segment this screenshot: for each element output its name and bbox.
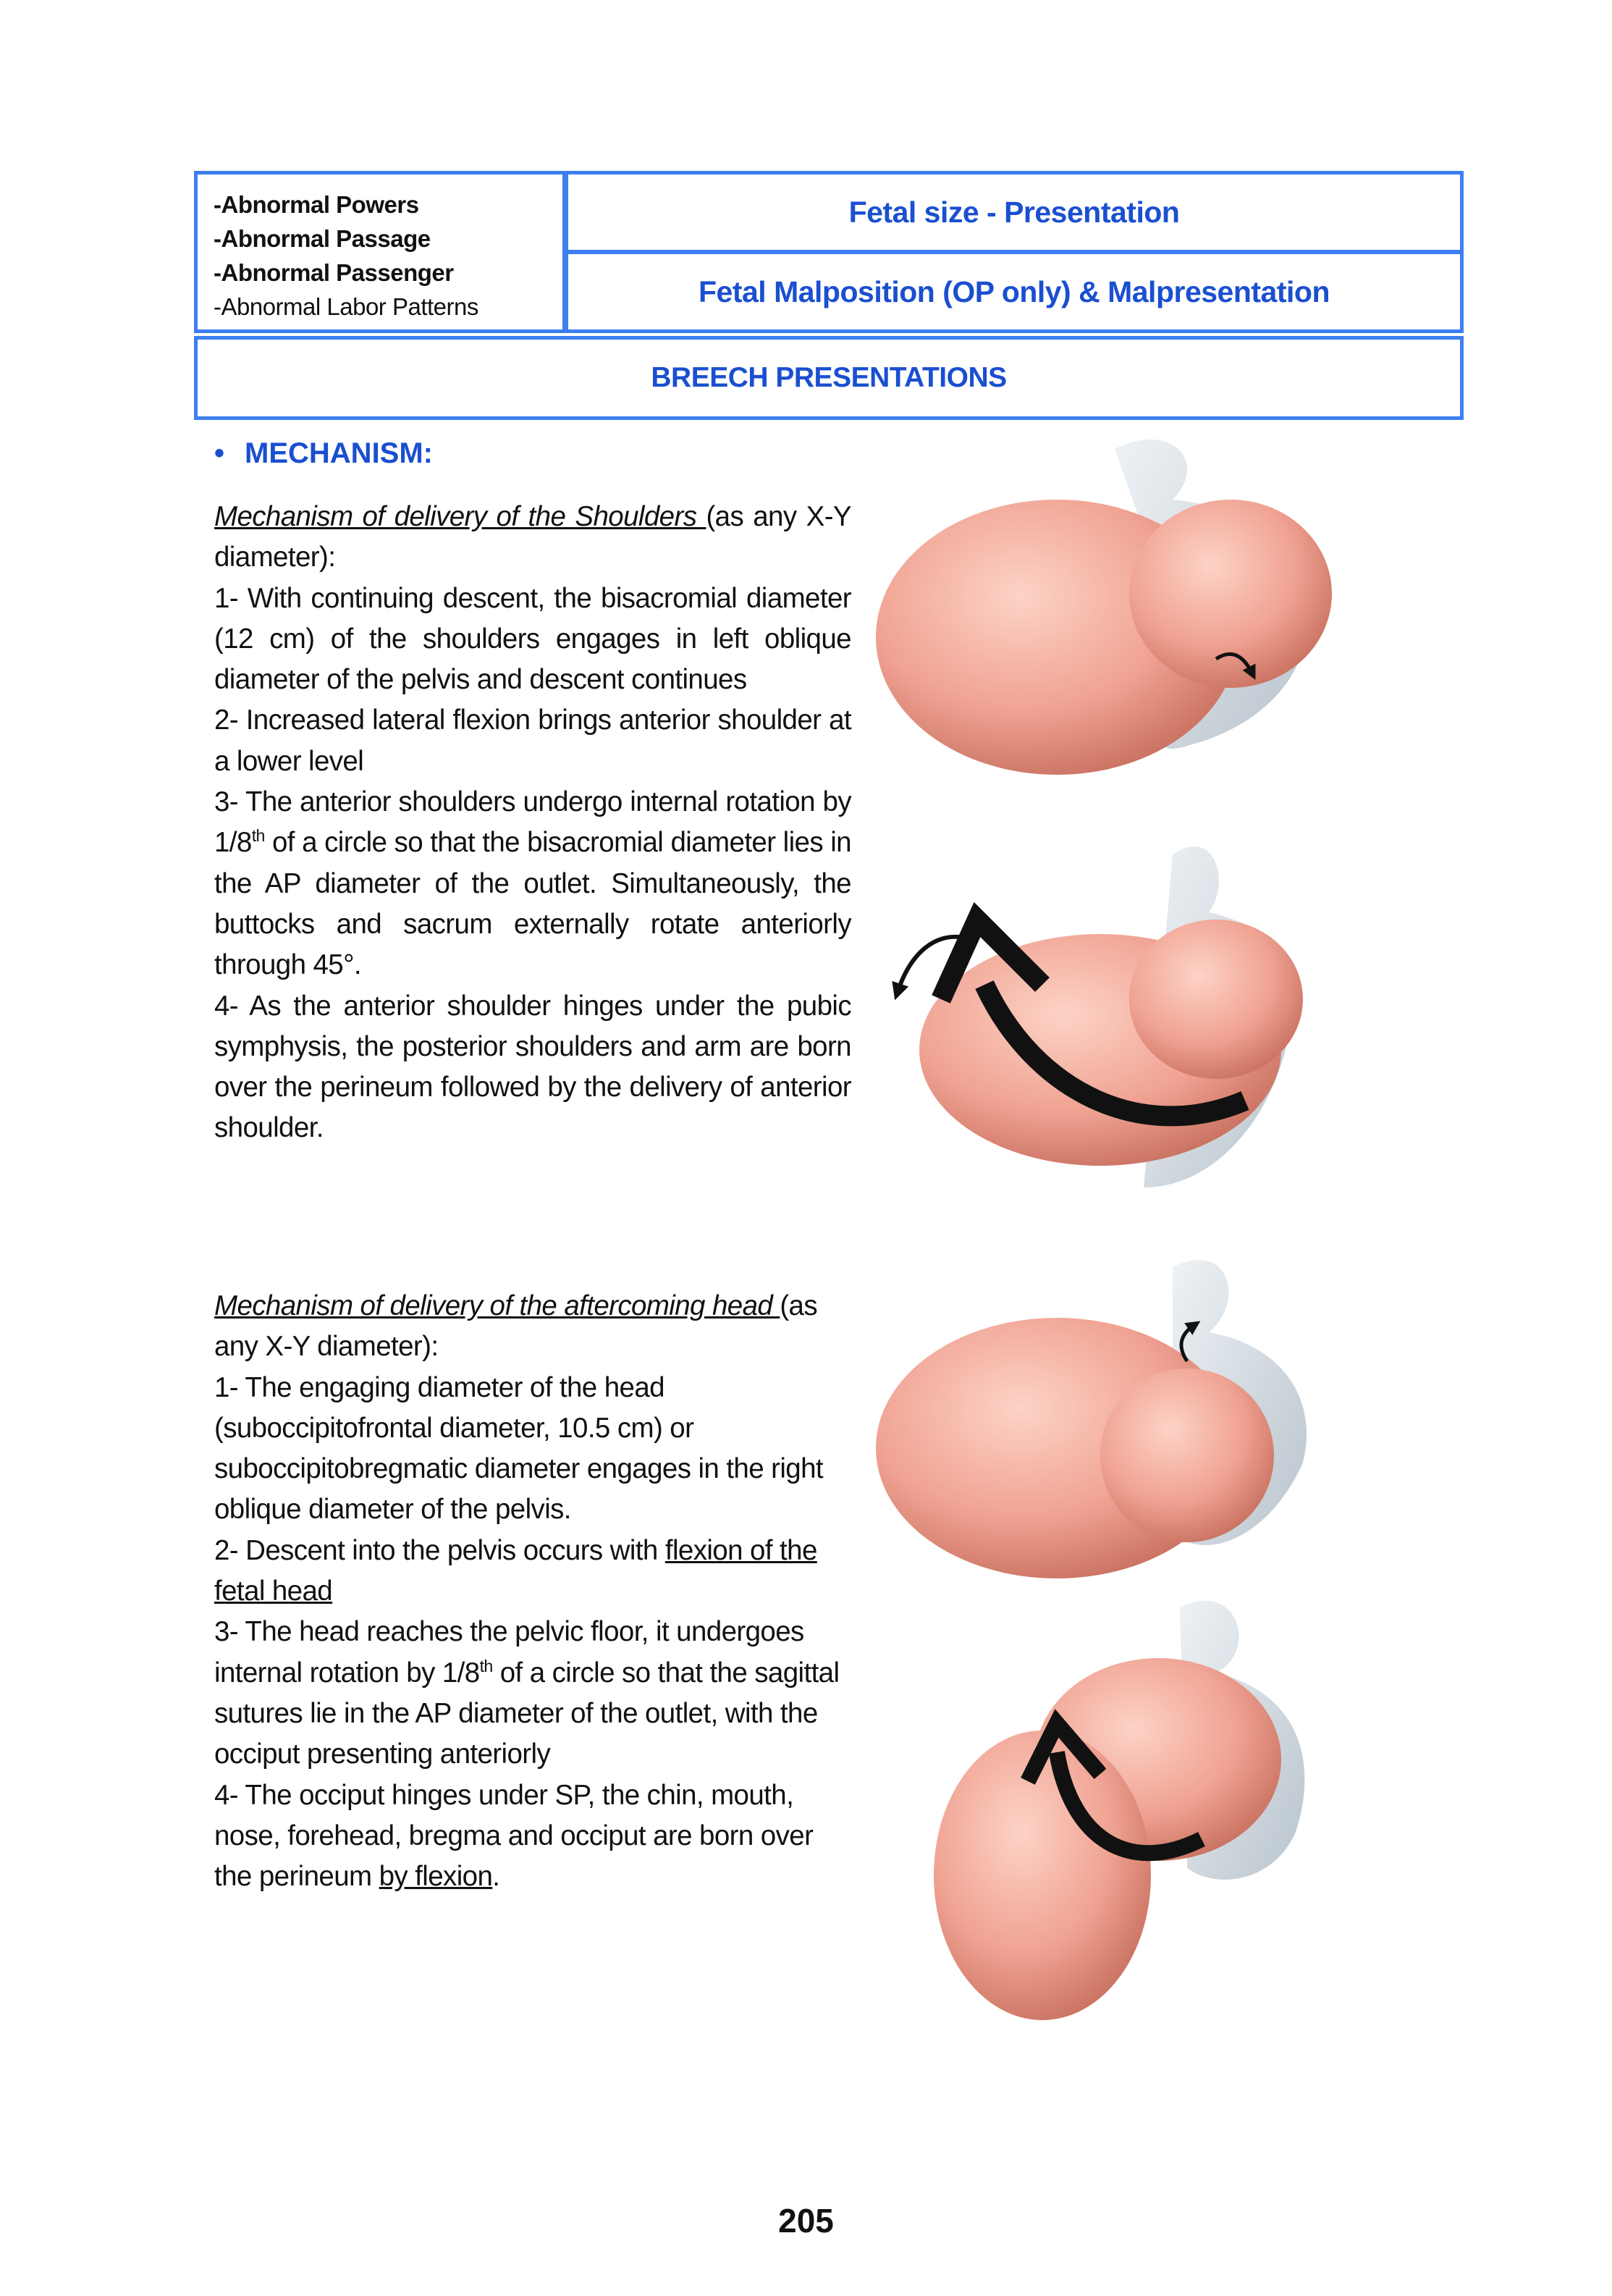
fetus-head xyxy=(1129,920,1303,1079)
subtopic-title: Fetal Malposition (OP only) & Malpresentation xyxy=(699,274,1330,308)
step-4-end: . xyxy=(492,1861,500,1893)
section-cell xyxy=(194,336,1464,420)
superscript: th xyxy=(479,1656,493,1675)
shoulders-heading-suffix: (as any X-Y diameter): xyxy=(214,501,852,573)
category-passage: -Abnormal Passage xyxy=(214,225,431,252)
figure-head-delivery xyxy=(934,1601,1304,2020)
step-3-text-cont: of a circle so that the bisacromial diameter lies in the AP diameter of the outlet. Simultaneously, the buttocks and sacrum externally rotate anteriorly through 45°. xyxy=(214,827,851,981)
fetus-body xyxy=(934,1731,1151,2020)
category-passenger: -Abnormal Passenger xyxy=(214,259,454,286)
step-3-text: 3- The head reaches the pelvic floor, it undergoes internal rotation by 1/8 xyxy=(214,1616,804,1689)
step-3-text-cont: of a circle so that the sagittal sutures lie in the AP diameter of the outlet, with the occiput presenting anteriorly xyxy=(214,1657,840,1770)
head-step-4 xyxy=(214,1775,851,1898)
fetus-head xyxy=(1129,500,1332,688)
category-labor-patterns: -Abnormal Labor Patterns xyxy=(214,293,478,320)
page-number: 205 xyxy=(778,2202,834,2240)
category-powers: -Abnormal Powers xyxy=(214,191,419,218)
step-2-text: 2- Descent into the pelvis occurs with xyxy=(214,1534,665,1566)
breech-delivery-illustrations xyxy=(869,420,1484,2035)
mechanism-heading xyxy=(214,437,433,470)
head-step-3 xyxy=(214,1612,851,1775)
step-2-underlined: flexion of the fetal head xyxy=(214,1534,817,1607)
shoulders-section xyxy=(214,497,851,1149)
bullet-marker: • xyxy=(214,437,225,469)
head-step-1: 1- The engaging diameter of the head (suboccipitofrontal diameter, 10.5 cm) or suboccipitobregmatic diameter engages in the right oblique diameter of the pelvis. xyxy=(214,1371,824,1526)
section-title: BREECH PRESENTATIONS xyxy=(651,362,1007,393)
step-4-underlined: by flexion xyxy=(379,1861,493,1893)
head-step-2 xyxy=(214,1531,851,1612)
chapter-categories xyxy=(194,171,566,333)
step-3-text: 3- The anterior shoulders undergo internal rotation by 1/8 xyxy=(214,786,851,859)
mechanism-label: MECHANISM: xyxy=(245,437,433,469)
topic-cell xyxy=(565,171,1464,253)
head-heading: Mechanism of delivery of the aftercoming head xyxy=(214,1290,780,1321)
head-section xyxy=(214,1286,851,1897)
step-4-text: 4- The occiput hinges under SP, the chin, mouth, nose, forehead, bregma and occiput are born over the perineum xyxy=(214,1779,814,1893)
figure-head-engagement xyxy=(876,1260,1307,1578)
shoulders-step-2: 2- Increased lateral flexion brings anterior shoulder at a lower level xyxy=(214,705,851,777)
head-heading-suffix: (as any X-Y diameter): xyxy=(214,1290,818,1363)
figure-shoulders-engagement xyxy=(876,440,1332,775)
figure-shoulders-rotation xyxy=(898,846,1303,1187)
superscript: th xyxy=(251,826,265,846)
shoulders-step-1: 1- With continuing descent, the bisacromial diameter (12 cm) of the shoulders engages in left oblique diameter of the pelvis and descent continues xyxy=(214,582,851,696)
fetus-head xyxy=(1100,1368,1274,1542)
shoulders-step-4: 4- As the anterior shoulder hinges under the pubic symphysis, the posterior shoulders and arm are born over the perineum followed by the delivery of anterior shoulder. xyxy=(214,990,851,1144)
topic-title: Fetal size - Presentation xyxy=(848,195,1180,229)
shoulders-heading: Mechanism of delivery of the Shoulders xyxy=(214,501,706,532)
subtopic-cell xyxy=(565,251,1464,333)
shoulders-step-3 xyxy=(214,782,851,985)
